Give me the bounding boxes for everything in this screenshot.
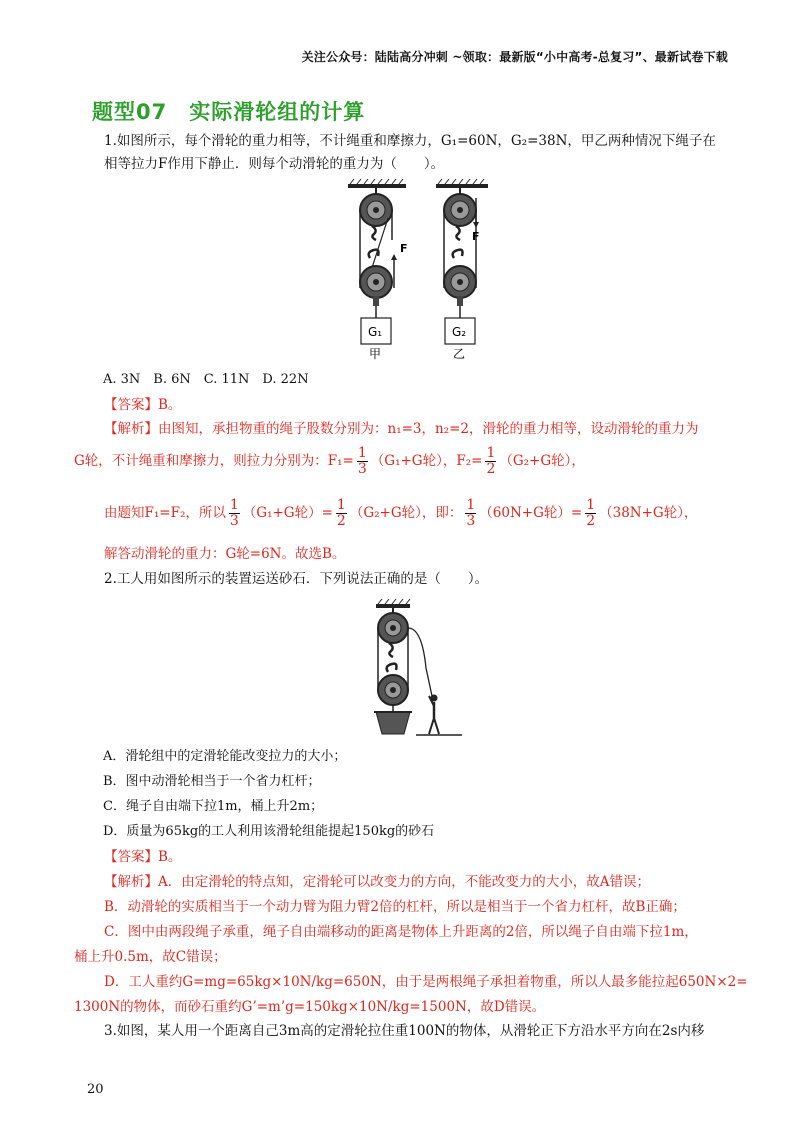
- q1-setup-yi: [444, 188, 480, 361]
- q1-caption-yi: 乙: [453, 347, 466, 361]
- section-title: 题型07 实际滑轮组的计算: [92, 100, 366, 124]
- frac-den: 3: [357, 461, 367, 477]
- q1-analysis-text1: 由图知，承担物重的绳子股数分别为：n₁=3，n₂=2，滑轮的重力相等，设动滑轮的重力为: [158, 421, 699, 437]
- q1-answer-value: B。: [158, 397, 182, 413]
- q1-caption-jia: 甲: [369, 347, 382, 361]
- frac-num: 1: [229, 497, 239, 513]
- fraction-one-third: [357, 446, 368, 477]
- frac-den: 3: [466, 513, 476, 529]
- q1-analysis-text3c: （G₂+G轮），即：: [349, 505, 463, 521]
- q1-analysis-line4: 解答动滑轮的重力：G轮=6N。故选B。: [104, 546, 346, 562]
- q2-option-b: B．图中动滑轮相当于一个省力杠杆；: [103, 774, 321, 789]
- q1-analysis-line2: [74, 446, 585, 477]
- q2-analysis-tag: 【解析】: [104, 874, 158, 890]
- q1-stem: [104, 130, 724, 176]
- q2-stem: 2.工人用如图所示的装置运送砂石．下列说法正确的是（ ）。: [104, 571, 489, 587]
- fraction-one-third: [465, 498, 476, 529]
- q1-analysis-text2a: G轮，不计绳重和摩擦力，则拉力分别为：F₁=: [74, 453, 354, 469]
- q1-box-g2: G₂: [452, 325, 467, 339]
- frac-den: 2: [586, 513, 596, 529]
- q1-answer: [104, 394, 181, 417]
- frac-num: 1: [336, 497, 346, 513]
- q1-ceiling-right: [436, 179, 488, 188]
- q1-box-g1: G₁: [368, 325, 383, 339]
- frac-num: 1: [357, 445, 367, 461]
- q1-setup-jia: [360, 188, 408, 361]
- q2-analysis-a-text: A．由定滑轮的特点知，定滑轮可以改变力的方向，不能改变力的大小，故A错误；: [158, 874, 650, 890]
- fraction-one-half: [485, 446, 496, 477]
- q1-force-label-jia: F: [400, 242, 408, 255]
- q1-analysis-tag: 【解析】: [104, 421, 158, 437]
- q2-answer-value: B。: [158, 849, 182, 865]
- q1-analysis-text2c: （G₂+G轮），: [499, 453, 585, 469]
- q1-analysis-line3: [104, 498, 697, 529]
- q1-ceiling-left: [348, 179, 406, 188]
- fraction-one-half: [336, 498, 347, 529]
- q2-option-c: C．绳子自由端下拉1m，桶上升2m；: [103, 799, 324, 814]
- frac-num: 1: [586, 497, 596, 513]
- page-number: 20: [87, 1082, 104, 1097]
- frac-den: 3: [229, 513, 239, 529]
- q1-analysis-text3a: 由题知F₁=F₂，所以: [104, 505, 226, 521]
- q1-analysis-text3b: （G₁+G轮）=: [242, 505, 333, 521]
- q2-analysis-b: B．动滑轮的实质相当于一个动力臂为阻力臂2倍的杠杆，所以是相当于一个省力杠杆，故B正确；: [104, 899, 686, 915]
- q1-force-label-yi: F: [472, 230, 480, 243]
- q1-answer-tag: 【答案】: [104, 397, 158, 413]
- fraction-one-third: [229, 498, 240, 529]
- q2-option-a: A．滑轮组中的定滑轮能改变拉力的大小；: [103, 749, 347, 764]
- q3-stem: 3.如图，某人用一个距离自己3m高的定滑轮拉住重100N的物体，从滑轮正下方沿水平方向在2s内移: [104, 1023, 705, 1039]
- frac-den: 2: [336, 513, 346, 529]
- frac-num: 1: [466, 497, 476, 513]
- q2-analysis-d2: 1300N的物体，而砂石重约G’=m’g=150kg×10N/kg=1500N，故D错误。: [74, 999, 546, 1015]
- fraction-one-half: [585, 498, 596, 529]
- q1-line2: 相等拉力F作用下静止．则每个动滑轮的重力为（ ）。: [104, 156, 445, 172]
- q2-analysis-a: [104, 871, 650, 894]
- q2-analysis-c1: C．图中由两段绳子承重，绳子自由端移动的距离是物体上升距离的2倍，所以绳子自由端下拉1m，: [104, 924, 698, 940]
- q1-analysis-line1: [104, 418, 699, 441]
- q1-analysis-text2b: （G₁+G轮），F₂=: [370, 453, 483, 469]
- q2-option-d: D．质量为65kg的工人利用该滑轮组能提起150kg的砂石: [103, 824, 435, 839]
- q2-analysis-d1: D．工人重约G=mg=65kg×10N/kg=650N，由于是两根绳子承担着物重，所以人最多能拉起650N×2=: [104, 974, 748, 990]
- frac-den: 2: [486, 461, 496, 477]
- q1-line1: 1.如图所示，每个滑轮的重力相等，不计绳重和摩擦力，G₁=60N，G₂=38N，甲乙两种情况下绳子在: [104, 133, 716, 149]
- q2-answer-tag: 【答案】: [104, 849, 158, 865]
- q1-pulley-figure: [340, 178, 500, 366]
- page-header: 关注公众号：陆陆高分冲刺 ~领取：最新版“小中高考-总复习”、最新试卷下载: [301, 50, 728, 64]
- worker-figure: [429, 695, 439, 735]
- q2-answer: [104, 846, 181, 869]
- q2-analysis-c2: 桶上升0.5m，故C错误；: [74, 949, 227, 965]
- q1-options: A. 3N B. 6N C. 11N D. 22N: [103, 372, 309, 387]
- q2-pulley-figure: [372, 598, 464, 738]
- q1-analysis-text3d: （60N+G轮）=: [479, 505, 583, 521]
- frac-num: 1: [486, 445, 496, 461]
- q1-analysis-text3e: （38N+G轮），: [599, 505, 698, 521]
